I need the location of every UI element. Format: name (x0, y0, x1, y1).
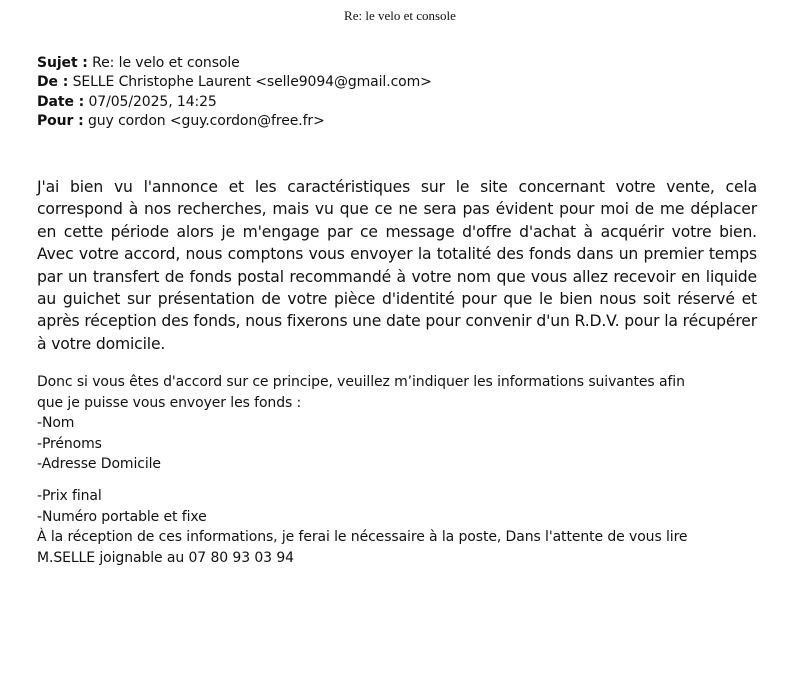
list-item: -Nom (37, 415, 75, 432)
from-row (37, 73, 432, 92)
subject-label: Sujet : (37, 55, 88, 71)
request-line: Donc si vous êtes d'accord sur ce principe, veuillez m’indiquer les informations suivantes afin (37, 374, 685, 390)
spacer (37, 475, 767, 486)
message-requests (37, 372, 767, 568)
date-value: 07/05/2025, 14:25 (88, 93, 217, 110)
to-row (37, 112, 432, 131)
list-item: -Prix final (37, 487, 102, 504)
date-label: Date : (37, 93, 85, 110)
subject-value: Re: le velo et console (92, 55, 240, 71)
to-value: guy cordon <guy.cordon@free.fr> (87, 112, 325, 129)
date-row (37, 93, 432, 112)
subject-row (37, 54, 432, 73)
request-line: que je puisse vous envoyer les fonds : (37, 394, 302, 411)
list-item: -Numéro portable et fixe (37, 508, 207, 525)
email-headers (37, 54, 432, 131)
to-label: Pour : (37, 112, 84, 129)
list-item: -Adresse Domicile (37, 456, 161, 473)
list-item: -Prénoms (37, 435, 102, 452)
from-value: SELLE Christophe Laurent <selle9094@gmail.com> (72, 74, 432, 91)
from-label: De : (37, 74, 69, 91)
closing-line: À la réception de ces informations, je ferai le nécessaire à la poste, Dans l'attente de vous lire (37, 529, 688, 546)
signature-line: M.SELLE joignable au 07 80 93 03 94 (37, 549, 294, 566)
document-title: Re: le velo et console (344, 8, 456, 23)
message-paragraph: J'ai bien vu l'annonce et les caractéristiques sur le site concernant votre vente, cela correspond à nos recherches, mais vu que ce ne sera pas évident pour moi de me déplacer en cette période alors je m'engage par ce message d'offre d'achat à acquérir votre bien. Avec votre accord, nous comptons vous envoyer la totalité des fonds dans un premier temps par un transfert de fonds postal recommandé à votre nom que vous allez recevoir en liquide au guichet sur présentation de votre pièce d'identité pour que le bien nous soit réservé et après réception des fonds, nous fixerons une date pour convenir d'un R.D.V. pour la récupérer à votre domicile. (37, 178, 757, 353)
